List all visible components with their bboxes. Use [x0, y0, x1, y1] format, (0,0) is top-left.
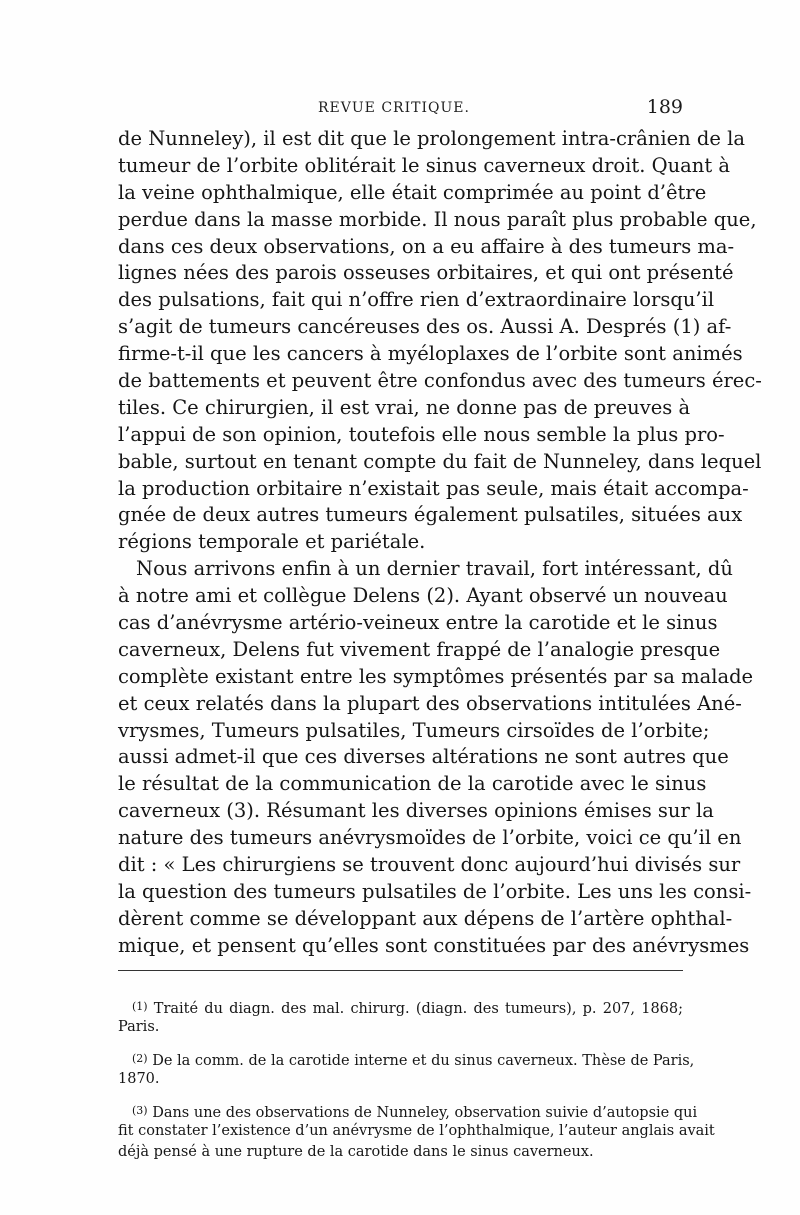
- footnote-1: [118, 996, 683, 1038]
- text-line: le résultat de la communication de la carotide avec le sinus: [118, 772, 707, 796]
- footnote-line: fit constater l’existence d’un anévrysme de l’ophthalmique, l’auteur anglais avait: [118, 1123, 715, 1139]
- text-line: dit : « Les chirurgiens se trouvent donc aujourd’hui divisés sur: [118, 853, 741, 877]
- text-line: firme-t-il que les cancers à myéloplaxes de l’orbite sont animés: [118, 342, 743, 366]
- text-line: tumeur de l’orbite oblitérait le sinus caverneux droit. Quant à: [118, 153, 731, 177]
- text-line: dans ces deux observations, on a eu affaire à des tumeurs ma-: [118, 234, 735, 258]
- text-line: complète existant entre les symptômes présentés par sa malade: [118, 664, 754, 688]
- text-line: la production orbitaire n’existait pas seule, mais était accompa-: [118, 476, 749, 500]
- text-line: dèrent comme se développant aux dépens de l’artère ophthal-: [118, 906, 733, 930]
- text-line: la veine ophthalmique, elle était comprimée au point d’être: [118, 180, 707, 204]
- page-header: [118, 96, 683, 126]
- footnote-number: (2): [132, 1052, 148, 1065]
- footnotes: [118, 996, 715, 1173]
- footnote-line: 1870.: [118, 1071, 160, 1087]
- text-line: de battements et peuvent être confondus avec des tumeurs érec-: [118, 369, 762, 393]
- text-line: l’appui de son opinion, toutefois elle nous semble la plus pro-: [118, 422, 725, 446]
- text-line: et ceux relatés dans la plupart des observations intitulées Ané-: [118, 691, 742, 715]
- text-line: nature des tumeurs anévrysmoïdes de l’orbite, voici ce qu’il en: [118, 826, 742, 850]
- footnote-line: Paris.: [118, 1019, 160, 1035]
- page-number: 189: [646, 96, 683, 118]
- text-line: la question des tumeurs pulsatiles de l’orbite. Les uns les consi-: [118, 879, 752, 903]
- text-line: s’agit de tumeurs cancéreuses des os. Aussi A. Després (1) af-: [118, 315, 732, 339]
- text-line: lignes nées des parois osseuses orbitaires, et qui ont présenté: [118, 261, 734, 285]
- text-line: cas d’anévrysme artério-veineux entre la carotide et le sinus: [118, 611, 718, 635]
- footnote-2: [118, 1048, 695, 1090]
- paragraph-start-line: Nous arrivons enfin à un dernier travail, fort intéressant, dû: [136, 557, 733, 581]
- footnote-line: [118, 996, 683, 1017]
- text-line: de Nunneley), il est dit que le prolongement intra-crânien de la: [118, 127, 745, 150]
- text-line: caverneux (3). Résumant les diverses opinions émises sur la: [118, 799, 714, 823]
- text-line: des pulsations, fait qui n’offre rien d’extraordinaire lorsqu’il: [118, 288, 715, 312]
- text-line: à notre ami et collègue Delens (2). Ayant observé un nouveau: [118, 584, 728, 608]
- paragraph-end-line: régions temporale et pariétale.: [118, 530, 426, 554]
- footnote-number: (3): [132, 1104, 148, 1117]
- footnote-divider: [118, 970, 683, 971]
- footnote-number: (1): [132, 1000, 148, 1013]
- text-line: tiles. Ce chirurgien, il est vrai, ne donne pas de preuves à: [118, 395, 691, 419]
- text-line: gnée de deux autres tumeurs également pulsatiles, situées aux: [118, 503, 743, 527]
- text-line: bable, surtout en tenant compte du fait de Nunneley, dans lequel: [118, 449, 762, 473]
- text-line: vrysmes, Tumeurs pulsatiles, Tumeurs cirsoïdes de l’orbite;: [118, 718, 710, 742]
- footnote-3: [118, 1100, 715, 1163]
- text-line: aussi admet-il que ces diverses altérations ne sont autres que: [118, 745, 729, 769]
- text-line: caverneux, Delens fut vivement frappé de l’analogie presque: [118, 637, 721, 661]
- footnote-line: déjà pensé à une rupture de la carotide dans le sinus caverneux.: [118, 1144, 594, 1160]
- footnote-line: [118, 1048, 695, 1069]
- text-line: mique, et pensent qu’elles sont constituées par des anévrysmes: [118, 933, 750, 957]
- footnote-text: Traité du diagn. des mal. chirurg. (diagn. des tumeurs), p. 207, 1868;: [153, 1001, 684, 1017]
- running-title: REVUE CRITIQUE.: [318, 100, 470, 116]
- text-line: perdue dans la masse morbide. Il nous paraît plus probable que,: [118, 207, 757, 231]
- footnote-text: De la comm. de la carotide interne et du sinus caverneux. Thèse de Paris,: [152, 1053, 695, 1069]
- body-text: [118, 126, 762, 960]
- footnote-line: [118, 1100, 698, 1121]
- footnote-text: Dans une des observations de Nunneley, observation suivie d’autopsie qui: [152, 1105, 698, 1121]
